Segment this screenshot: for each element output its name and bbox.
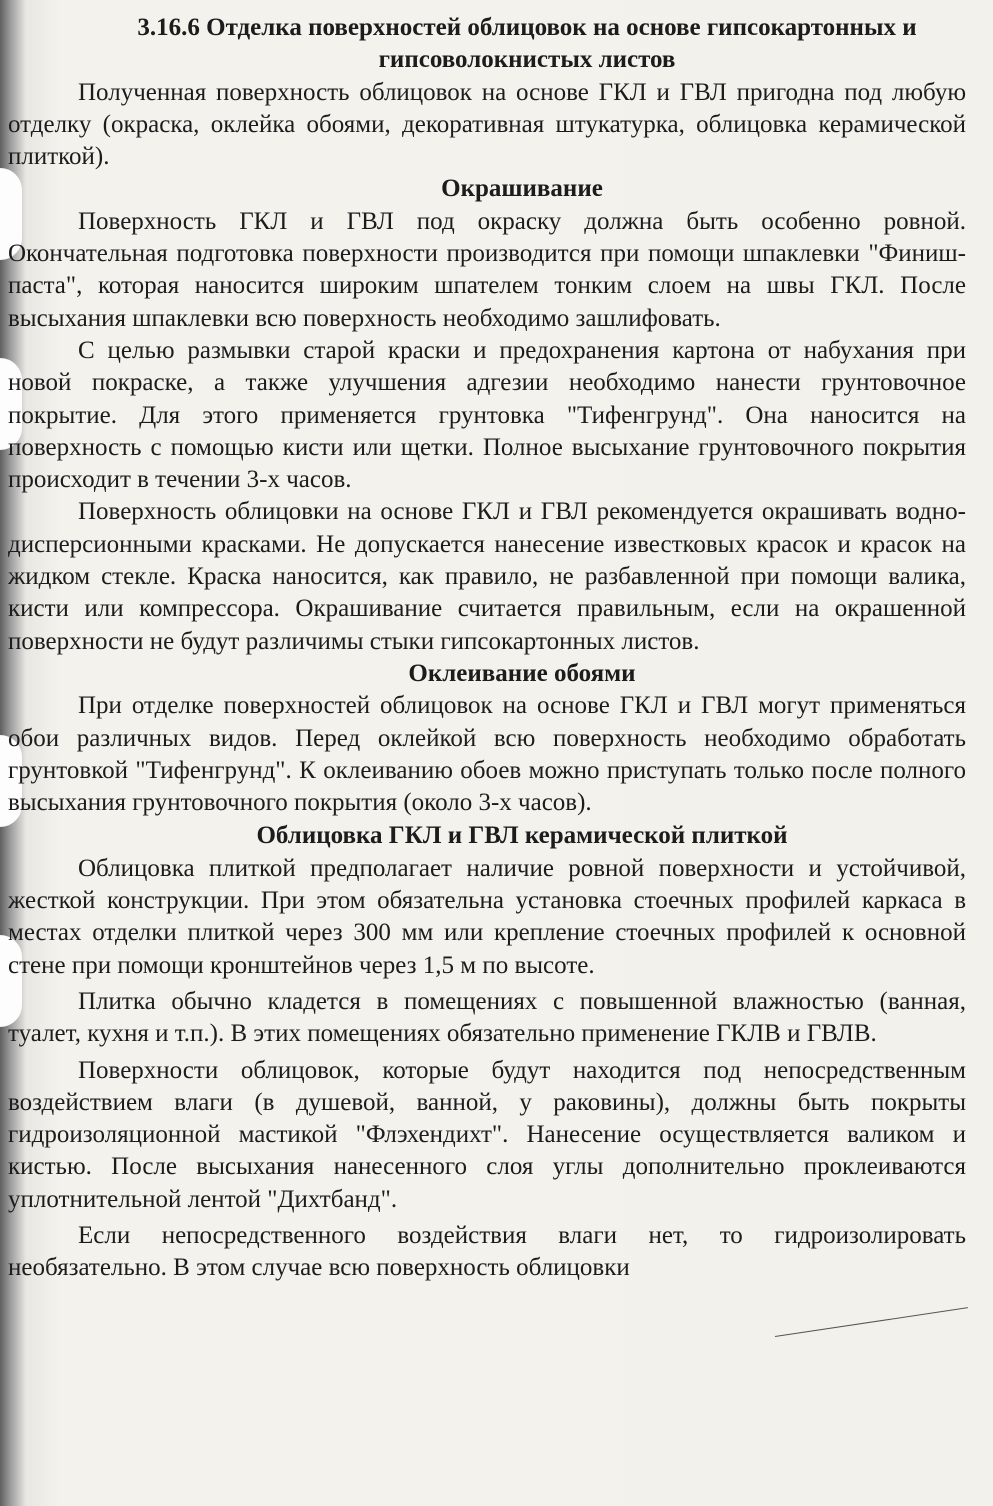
section-title: 3.16.6 Отделка поверхностей облицовок на основе гипсокартонных и гипсоволокнистых листов [137,14,917,74]
painting-paragraph-3: Поверхность облицовки на основе ГКЛ и ГВЛ рекомендуется окрашивать водно-дисперсионными красками. Не допускается нанесение известковых красок и красок на жидком стекле. Краска наносится, как правило, не разбавленной при помощи валика, кисти или компрессора. Окрашивание считается правильным, если на окрашенной поверхности не будут различимы стыки гипсокартонных листов. [8,498,966,655]
painting-paragraph-1: Поверхность ГКЛ и ГВЛ под окраску должна быть особенно ровной. Окончательная подготовка поверхности производится при помощи шпаклевки "Финиш-паста", которая наносится широким шпателем тонким слоем на швы ГКЛ. После высыхания шпаклевки всю поверхность необходимо зашлифовать. [8,207,966,332]
wallpaper-heading: Оклеивание обоями [408,659,636,687]
painting-heading: Окрашивание [441,175,603,203]
intro-paragraph: Полученная поверхность облицовок на основе ГКЛ и ГВЛ пригодна под любую отделку (окраска, оклейка обоями, декоративная штукатурка, облицовка керамической плиткой). [8,78,966,171]
document-body [8,12,966,1285]
tiling-paragraph-2: Плитка обычно кладется в помещениях с повышенной влажностью (ванная, туалет, кухня и т.п.). В этих помещениях обязательно применение ГКЛВ и ГВЛВ. [8,987,966,1048]
tiling-paragraph-4: Если непосредственного воздействия влаги нет, то гидроизолировать необязательно. В этом случае всю поверхность облицовки [8,1221,966,1282]
tiling-paragraph-1: Облицовка плиткой предполагает наличие ровной поверхности и устойчивой, жесткой конструкции. При этом обязательна установка стоечных профилей каркаса в местах отделки плиткой через 300 мм или крепление стоечных профилей к основной стене при помощи кронштейнов через 1,5 м по высоте. [8,854,966,979]
tiling-heading: Облицовка ГКЛ и ГВЛ керамической плиткой [256,822,788,850]
tiling-paragraph-3: Поверхности облицовок, которые будут находится под непосредственным воздействием влаги (в душевой, ванной, у раковины), должны быть покрыты гидроизоляционной мастикой "Флэхендихт". Нанесение осуществляется валиком и кистью. После высыхания нанесенного слоя углы дополнительно проклеиваются уплотнительной лентой "Дихтбанд". [8,1056,966,1213]
torn-corner [770,1320,993,1506]
painting-paragraph-2: С целью размывки старой краски и предохранения картона от набухания при новой покраске, а также улучшения адгезии необходимо нанести грунтовочное покрытие. Для этого применяется грунтовка "Тифенгрунд". Она наносится на поверхность с помощью кисти или щетки. Полное высыхание грунтовочного покрытия происходит в течении 3-х часов. [8,336,966,494]
wallpaper-paragraph-1: При отделке поверхностей облицовок на основе ГКЛ и ГВЛ могут применяться обои различных видов. Перед оклейкой всю поверхность необходимо обработать грунтовкой "Тифенгрунд". К оклеиванию обоев можно приступать только после полного высыхания грунтовочного покрытия (около 3-х часов). [8,692,966,817]
